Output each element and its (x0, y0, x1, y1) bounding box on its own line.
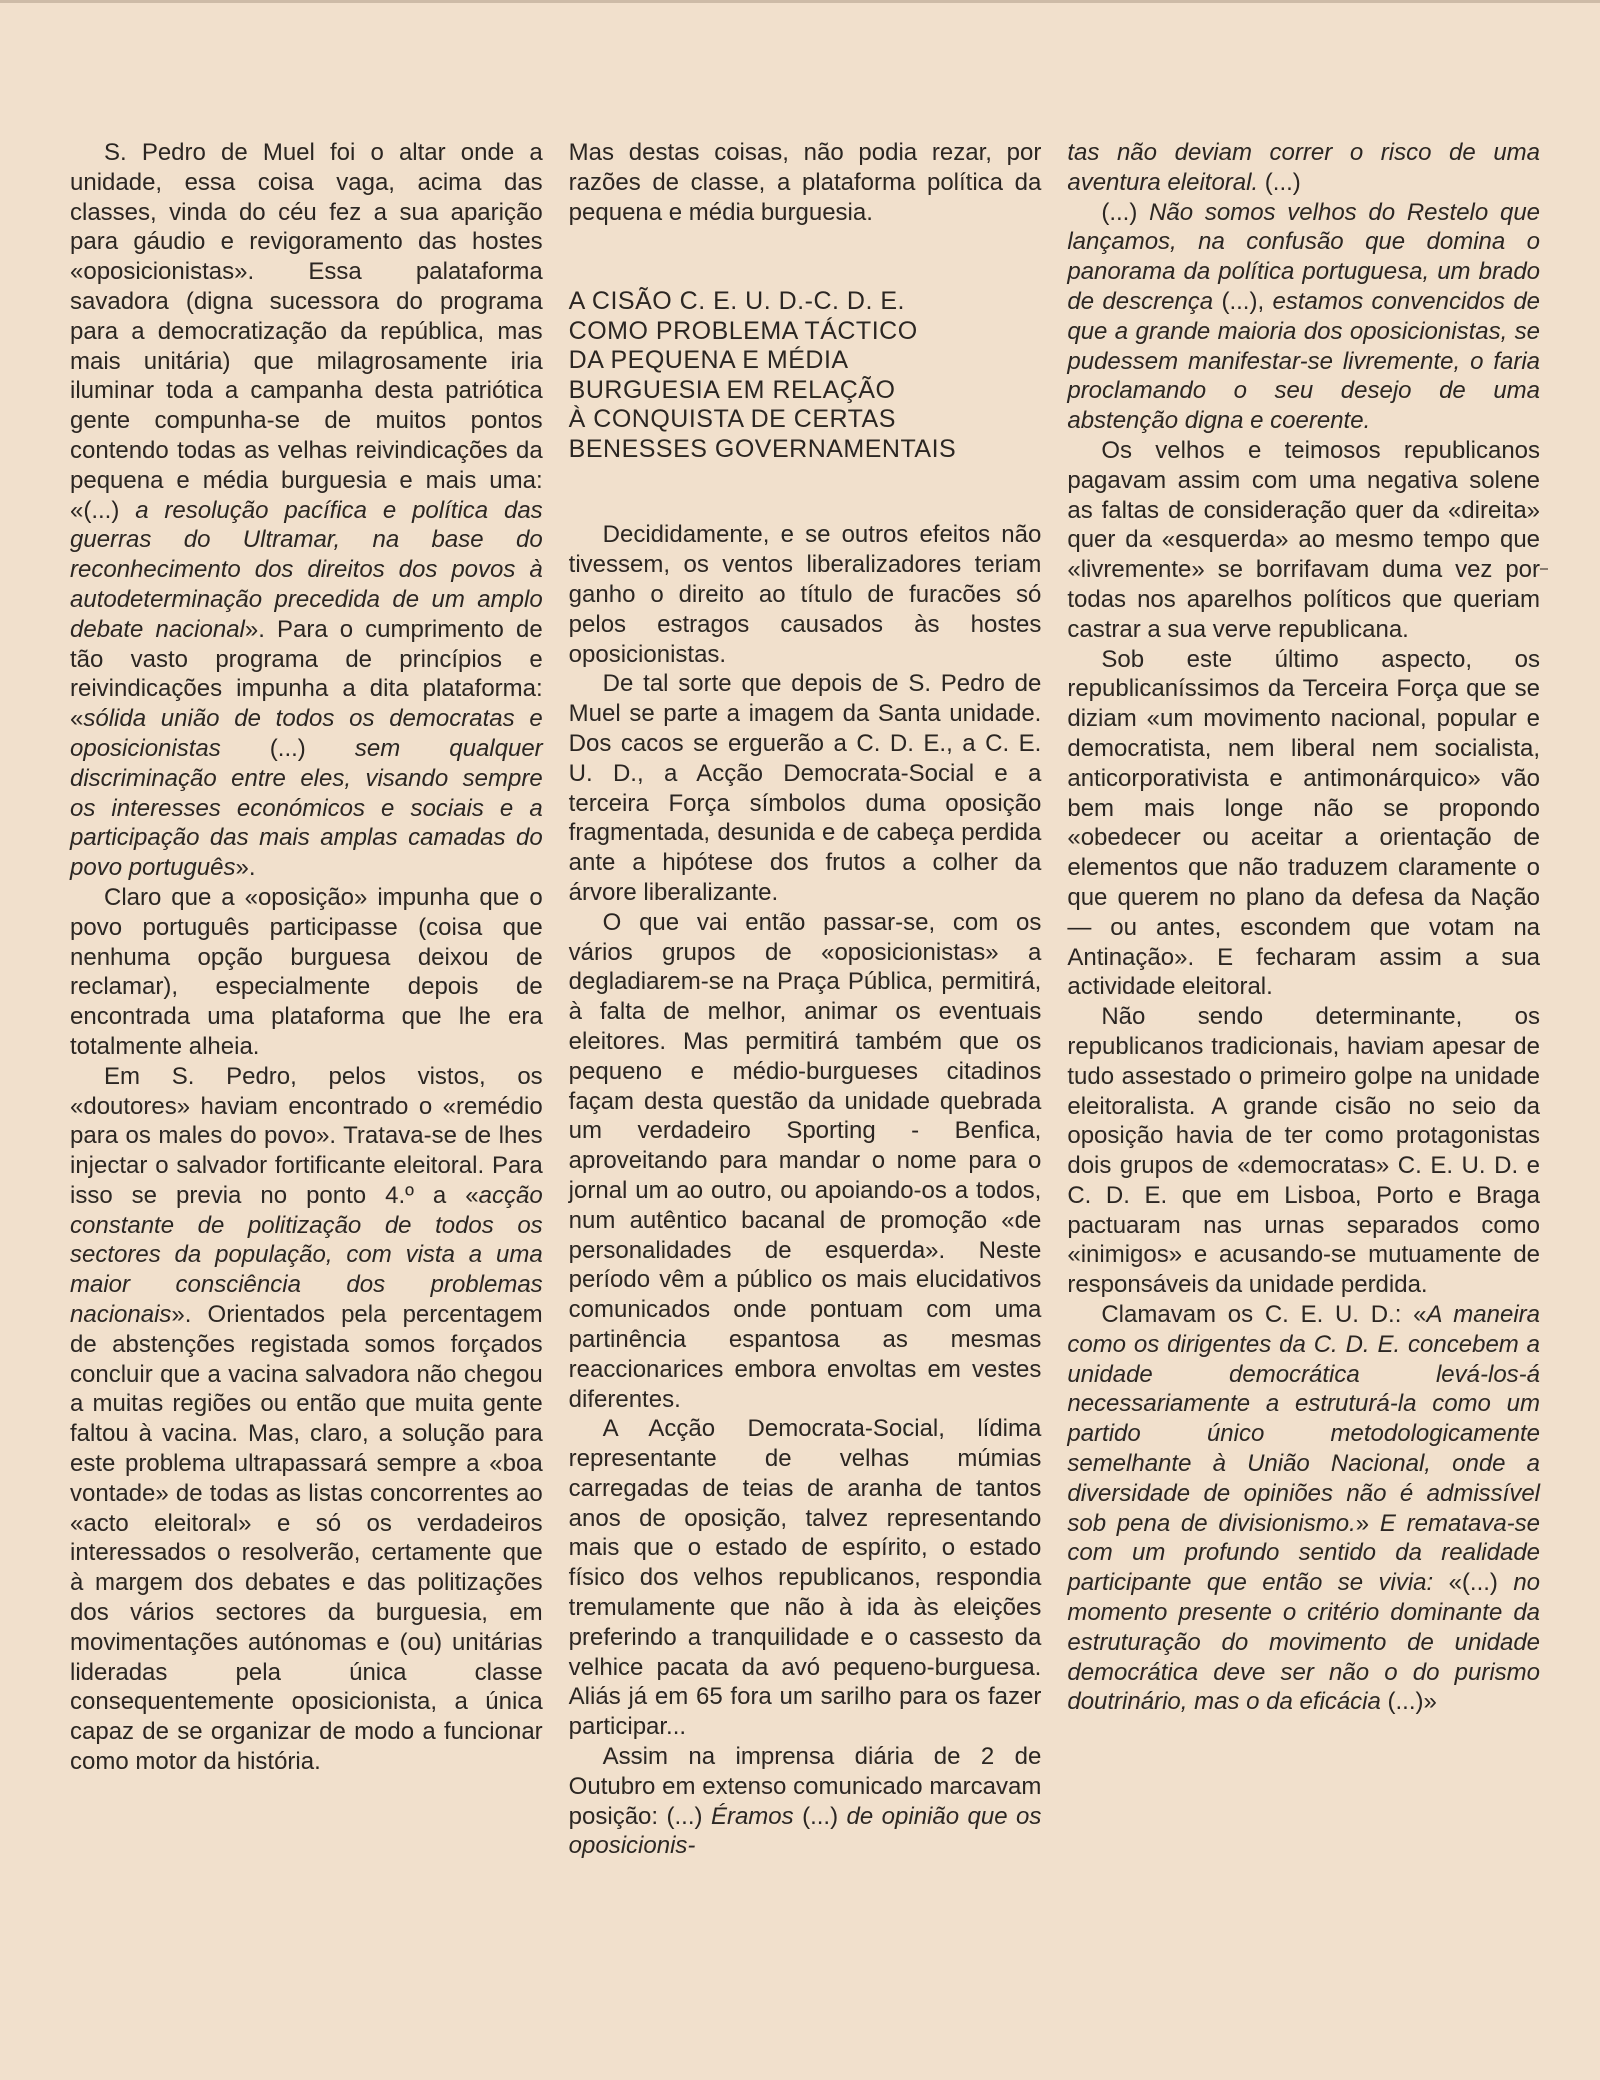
paragraph (569, 1414, 1042, 1742)
text-run: (...) (220, 734, 355, 762)
text-run: Clamavam os C. E. U. D.: « (1101, 1301, 1427, 1329)
text-run: Claro que a «oposição» impunha que o povo português participasse (coisa que nenhuma opção burguesa deixou de reclamar), especialmente depois de encontrada uma plataforma que lhe era totalmente alheia. (70, 883, 543, 1060)
heading-line: À CONQUISTA DE CERTAS (568, 405, 896, 434)
text-run: Em S. Pedro, pelos vistos, os «doutores» haviam encontrado o «remédio para os males do povo». Tratava-se de lhes injectar o salvador fortificante eleitoral. Para isso se previa no ponto 4.º a « (70, 1062, 543, 1209)
text-run: Assim na imprensa diária de 2 de Outubro em extenso comunicado marcavam posição: (...) (568, 1743, 1042, 1830)
text-run: S. Pedro de Muel foi o altar onde a unidade, essa coisa vaga, acima das classes, vinda do céu fez a sua aparição para gáudio e revigoramento das hostes «oposicionistas». Essa palataforma savadora (digna sucessora do programa para a democratização da república, mas mais unitária) que milagrosamente iria iluminar toda a campanha desta patriótica gente compunha-se de muitos pontos contendo todas as velhas reivindicações da pequena e média burguesia e mais uma: «(...) (70, 139, 543, 524)
paragraph (1067, 1002, 1540, 1300)
column-3 (1067, 138, 1540, 2068)
text-run: Os velhos e teimosos republicanos pagavam assim com uma negativa solene as faltas de consideração quer da «direita» quer da «esquerda» ao mesmo tempo que «livremente» se borrifavam duma vez por todas nos aparelhos políticos que queriam castrar a sua verve republicana. (1067, 436, 1541, 643)
heading-line: BURGUESIA EM RELAÇÃO (568, 375, 896, 404)
text-run: Sob este último aspecto, os republicaníssimos da Terceira Força que se diziam «um movimento nacional, popular e democratista, nem liberal nem socialista, anticorporativista e antimonárquico» vão bem mais longe não se propondo «obedecer ou aceitar a orientação de elementos que não traduzem claramente o que querem no plano da defesa da Nação — ou antes, escondem que votam na Antinação». E fecharam assim a sua actividade eleitoral. (1067, 645, 1541, 1001)
italic-quote: A maneira como os dirigentes da C. D. E. concebem a unidade democrática levá-los-á necessariamente a estruturá-la como um partido único metodologicamente semelhante à União Nacional, onde a diversidade de opiniões não é admissível sob pena de divisionismo. (1067, 1301, 1541, 1537)
text-run: (...), (1213, 287, 1273, 315)
paragraph (70, 883, 543, 1062)
italic-quote: tas não deviam correr o risco de uma aventura eleitoral. (1067, 139, 1541, 196)
paragraph (569, 1742, 1042, 1861)
text-run: (...) (1258, 168, 1301, 196)
text-run: ». Para o cumprimento de tão vasto programa de princípios e reivindicações impunha a dita plataforma: « (70, 615, 543, 733)
italic-quote: a resolução pacífica e política das guerras do Ultramar, na base do reconhecimento dos direitos dos povos à autodeterminação precedida de um amplo debate nacional (70, 496, 543, 643)
paragraph (1067, 198, 1540, 436)
text-run: A Acção Democrata-Social, lídima representante de velhas múmias carregadas de teias de aranha de tantos anos de oposição, talvez representando mais que o estado de espírito, o estado físico dos velhos republicanos, respondia tremulamente que não à ida às eleições preferindo a tranquilidade e o cassesto da velhice pacata da avó pequeno-burguesa. Aliás já em 65 fora um sarilho para os fazer participar... (568, 1415, 1042, 1741)
italic-quote: Éramos (710, 1802, 794, 1830)
paragraph (1067, 436, 1540, 645)
text-run: (...) (793, 1802, 847, 1830)
text-run: O que vai então passar-se, com os vários grupos de «oposicionistas» a degladiarem-se na Praça Pública, permitirá, à falta de melhor, animar os eventuais eleitores. Mas permitirá também que os pequeno e médio-burgueses citadinos façam desta questão da unidade quebrada um verdadeiro Sporting - Benfica, aproveitando para mandar o nome para o jornal um ao outro, ou apoiando-os a todos, num autêntico bacanal de promoção «de personalidades de esquerda». Neste período vêm a público os mais elucidativos comunicados onde pontuam com uma partinência espantosa as mesmas reaccionarices embora envoltas em vestes diferentes. (568, 908, 1042, 1413)
text-run: Decididamente, e se outros efeitos não tivessem, os ventos liberalizadores teriam ganho o direito ao título de furacões só pelos estragos causados às hostes oposicionistas. (568, 521, 1042, 668)
heading-line: A CISÃO C. E. U. D.-C. D. E. (568, 287, 905, 316)
paragraph (569, 908, 1042, 1415)
paragraph (1067, 645, 1540, 1003)
column-2-body (569, 520, 1042, 1861)
column-2-intro: Mas destas coisas, não podia rezar, por razões de classe, a plataforma política da pequena e média burguesia. (568, 139, 1042, 226)
text-run: » (1355, 1509, 1380, 1537)
italic-quote: E rematava-se com um profundo sentido da realidade participante que então se vivia: (1067, 1509, 1541, 1597)
text-run: De tal sorte que depois de S. Pedro de Muel se parte a imagem da Santa unidade. Dos cacos se erguerão a C. D. E., a C. E. U. D., a Acção Democrata-Social e a terceira Força símbolos duma oposição fragmentada, desunida e de cabeça perdida ante a hipótese dos frutos a colher da árvore liberalizante. (568, 670, 1042, 906)
margin-mark (1540, 568, 1548, 570)
text-run: ». (235, 854, 256, 882)
text-run: Não sendo determinante, os republicanos tradicionais, haviam apesar de tudo assestado o primeiro golpe na unidade eleitoralista. A grande cisão no seio da oposição havia de ter como protagonistas dois grupos de «democratas» C. E. U. D. e C. D. E. que em Lisboa, Porto e Braga pactuaram nas urnas separados como «inimigos» e acusando-se mutuamente de responsáveis da unidade perdida. (1067, 1003, 1541, 1299)
heading-line: COMO PROBLEMA TÁCTICO (568, 316, 918, 345)
article-page (70, 138, 1540, 2068)
text-run: (...) (1101, 198, 1150, 226)
italic-quote: no momento presente o critério dominante da estruturação do movimento de unidade democrática deve ser não o do purismo doutrinário, mas o da eficácia (1067, 1569, 1541, 1716)
heading-line: BENESSES GOVERNAMENTAIS (568, 434, 957, 463)
section-heading (569, 287, 1042, 464)
italic-quote: estamos convencidos de que a grande maioria dos oposicionistas, se pudessem manifestar-se livremente, o faria proclamando o seu desejo de uma abstenção digna e coerente. (1067, 287, 1541, 435)
text-run: «(...) (1433, 1569, 1514, 1597)
text-run: (...)» (1380, 1688, 1437, 1716)
paragraph (1067, 1300, 1540, 1717)
italic-quote: sem qualquer discriminação entre eles, visando sempre os interesses económicos e sociais e a participação das mais amplas camadas do povo português (70, 734, 543, 882)
heading-line: DA PEQUENA E MÉDIA (568, 346, 849, 375)
italic-quote: Não somos velhos do Restelo que lançamos, na confusão que domina o panorama da política portuguesa, um brado de descrença (1067, 198, 1541, 315)
paragraph (569, 669, 1042, 907)
column-2 (569, 138, 1042, 2068)
paragraph (569, 520, 1042, 669)
italic-quote: de opinião que os oposicionis- (568, 1802, 1042, 1860)
paragraph (1067, 138, 1540, 198)
italic-quote: sólida união de todos os democratas e oposicionistas (70, 705, 543, 762)
italic-quote: acção constante de politização de todos os sectores da população, com vista a uma maior consciência dos problemas nacionais (70, 1181, 543, 1329)
text-run: ». Orientados pela percentagem de abstenções registada somos forçados concluir que a vacina salvadora não chegou a muitas regiões ou então que muita gente faltou à vacina. Mas, claro, a solução para este problema ultrapassará sempre a «boa vontade» de todas as listas concorrentes ao «acto eleitoral» e só os verdadeiros interessados o resolverão, certamente que à margem dos debates e das politizações dos vários sectores da burguesia, em movimentações autónomas e (ou) unitárias lideradas pela única classe consequentemente oposicionista, a única capaz de se organizar de modo a funcionar como motor da história. (70, 1301, 543, 1776)
page-top-edge (0, 0, 1600, 3)
column-1 (70, 138, 543, 2068)
paragraph (70, 1062, 543, 1777)
paragraph (70, 138, 543, 883)
